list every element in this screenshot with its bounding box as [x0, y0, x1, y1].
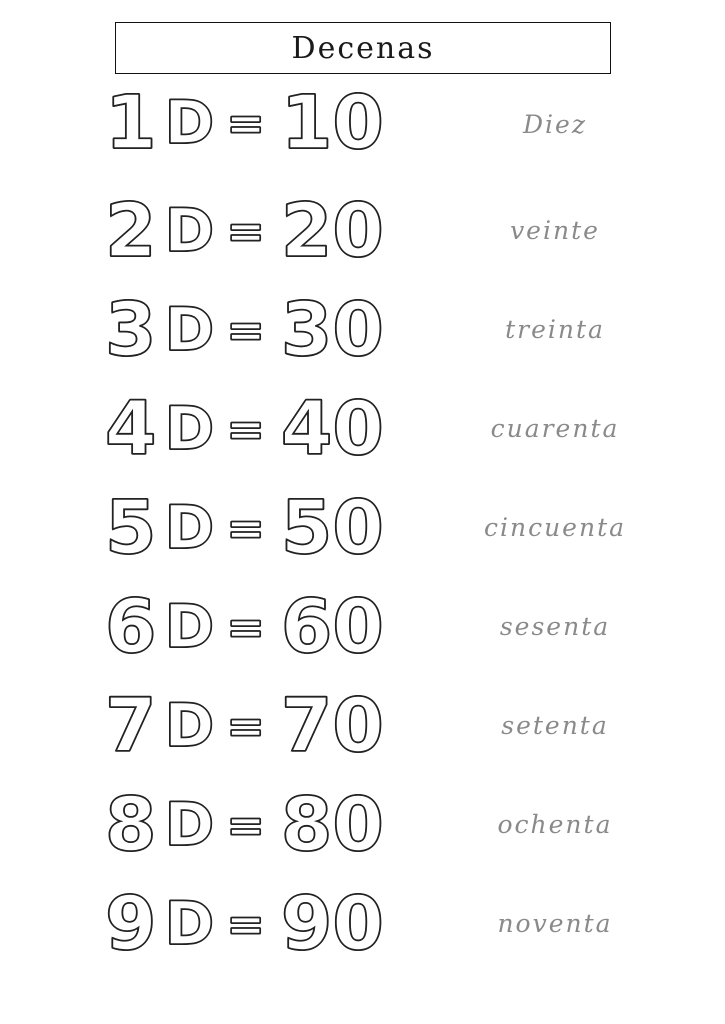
decena-letter: D [164, 690, 215, 761]
equals-sign: = [226, 896, 265, 951]
page-title: Decenas [291, 30, 435, 66]
equation [105, 781, 385, 868]
tens-row [0, 379, 725, 478]
tens-count-digit: 5 [105, 484, 155, 571]
tens-row [0, 775, 725, 874]
number-word: sesenta [499, 612, 611, 641]
tens-row [0, 82, 725, 181]
decena-letter: D [164, 393, 215, 464]
result-number: 30 [280, 286, 384, 373]
decena-letter: D [164, 492, 215, 563]
equals-sign: = [226, 500, 265, 555]
decena-letter: D [164, 888, 215, 959]
tens-count-digit: 7 [105, 682, 155, 769]
tens-count-digit: 6 [105, 583, 155, 670]
result-number: 70 [280, 682, 384, 769]
number-word: setenta [501, 711, 609, 740]
tens-count-digit: 1 [105, 80, 155, 166]
equation [105, 286, 385, 373]
tens-row [0, 577, 725, 676]
result-number: 60 [280, 583, 384, 670]
equation [105, 682, 385, 769]
decena-letter: D [164, 789, 215, 860]
tens-row [0, 280, 725, 379]
number-word: cuarenta [490, 414, 620, 443]
equals-sign: = [226, 698, 265, 753]
equation [105, 880, 385, 967]
number-word: noventa [497, 909, 613, 938]
tens-count-digit: 4 [105, 385, 155, 472]
number-word: cincuenta [483, 513, 627, 542]
tens-count-digit: 2 [105, 187, 155, 274]
number-word: veinte [510, 216, 600, 245]
equation [105, 187, 385, 274]
number-word: Diez [522, 110, 587, 139]
decena-letter: D [164, 195, 215, 266]
decena-letter: D [164, 88, 215, 158]
title-box [115, 22, 611, 74]
result-number: 20 [280, 187, 384, 274]
decena-letter: D [164, 294, 215, 365]
tens-count-digit: 9 [105, 880, 155, 967]
result-number: 90 [280, 880, 384, 967]
equation [105, 484, 385, 571]
equals-sign: = [226, 203, 265, 258]
tens-row [0, 478, 725, 577]
equals-sign: = [226, 401, 265, 456]
tens-row [0, 874, 725, 973]
decena-letter: D [164, 591, 215, 662]
tens-rows-list [0, 82, 725, 973]
result-number: 10 [280, 80, 384, 166]
number-word: ochenta [497, 810, 613, 839]
equals-sign: = [226, 302, 265, 357]
number-word: treinta [505, 315, 605, 344]
tens-count-digit: 8 [105, 781, 155, 868]
equation [105, 80, 385, 166]
result-number: 50 [280, 484, 384, 571]
equals-sign: = [226, 797, 265, 852]
equals-sign: = [226, 96, 265, 150]
equation [105, 583, 385, 670]
tens-row [0, 676, 725, 775]
result-number: 40 [280, 385, 384, 472]
equation [105, 385, 385, 472]
equals-sign: = [226, 599, 265, 654]
tens-row [0, 181, 725, 280]
result-number: 80 [280, 781, 384, 868]
tens-count-digit: 3 [105, 286, 155, 373]
